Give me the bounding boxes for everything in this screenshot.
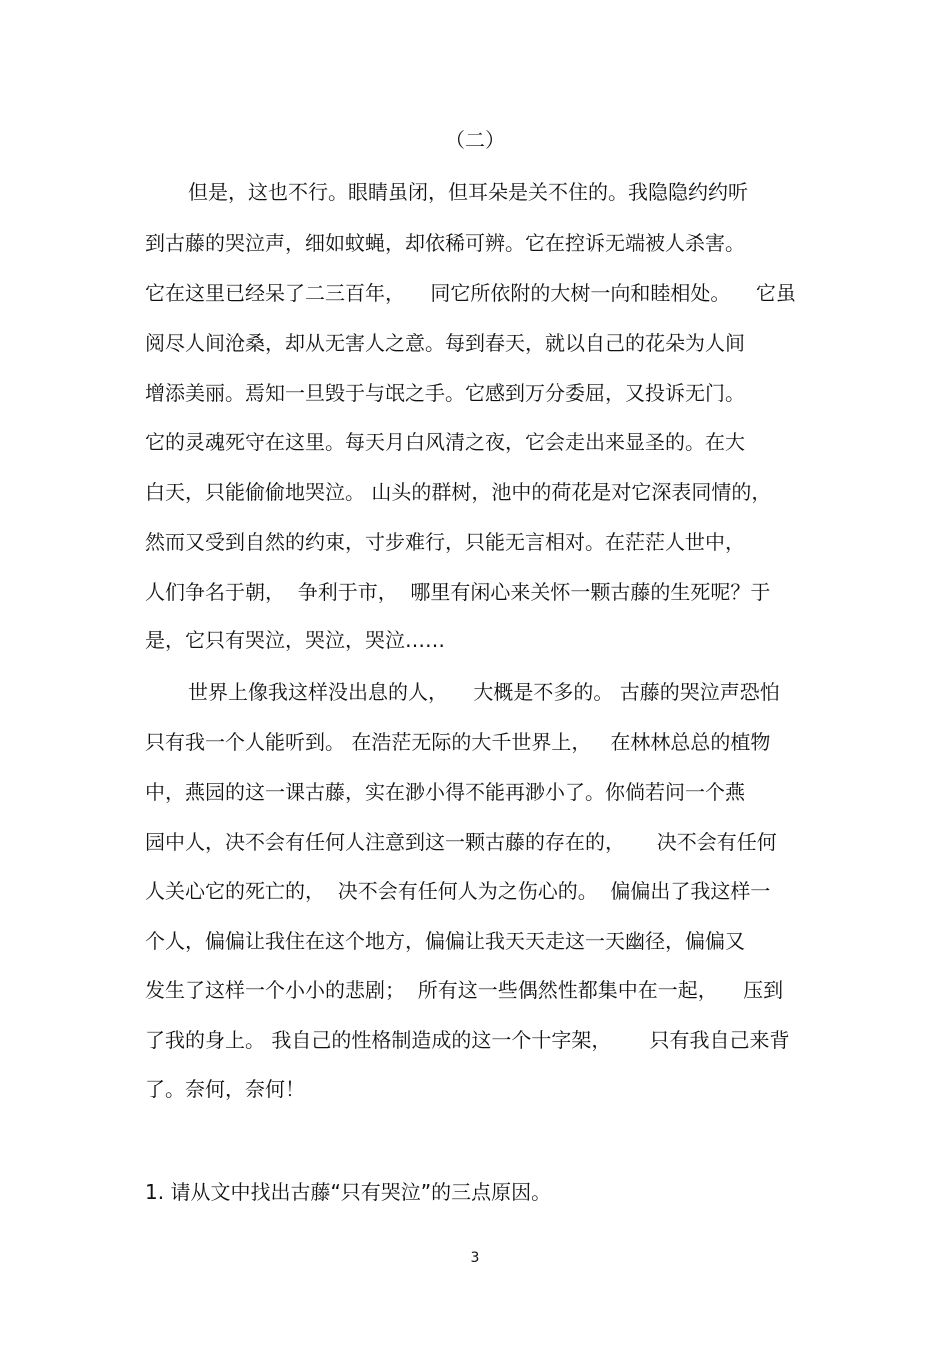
paragraph-line: 白天，只能偷偷地哭泣。 山头的群树，池中的荷花是对它深表同情的， [145,480,772,504]
paragraph-line: 但是，这也不行。眼睛虽闭，但耳朵是关不住的。我隐隐约约听 [188,180,748,204]
page-number: 3 [470,1250,480,1266]
paragraph-line: 是，它只有哭泣，哭泣，哭泣…… [145,628,445,652]
section-title: （二） [445,128,505,152]
paragraph-line: 个人，偏偏让我住在这个地方，偏偏让我天天走这一天幽径，偏偏又 [145,929,745,953]
paragraph-line: 世界上像我这样没出息的人， 大概是不多的。 古藤的哭泣声恐怕 [188,680,780,704]
paragraph-line: 然而又受到自然的约束，寸步难行，只能无言相对。在茫茫人世中， [145,530,745,554]
paragraph-line: 阅尽人间沧桑，却从无害人之意。每到春天，就以自己的花朵为人间 [145,331,745,355]
paragraph-line: 只有我一个人能听到。 在浩茫无际的大千世界上， 在林林总总的植物 [145,730,771,754]
paragraph-line: 了。奈何，奈何！ [145,1077,305,1101]
paragraph-line: 发生了这样一个小小的悲剧； 所有这一些偶然性都集中在一起， 压到 [145,978,784,1002]
paragraph-line: 园中人，决不会有任何人注意到这一颗古藤的存在的， 决不会有任何 [145,830,777,854]
paragraph-line: 人关心它的死亡的， 决不会有任何人为之伤心的。 偏偏出了我这样一 [145,879,771,903]
question-1: 1. 请从文中找出古藤“只有哭泣”的三点原因。 [145,1180,552,1204]
paragraph-line: 人们争名于朝， 争利于市， 哪里有闲心来关怀一颗古藤的生死呢？于 [145,580,771,604]
paragraph-line: 到古藤的哭泣声，细如蚊蝇，却依稀可辨。它在控诉无端被人杀害。 [145,231,745,255]
paragraph-line: 增添美丽。焉知一旦毁于与氓之手。它感到万分委屈，又投诉无门。 [145,381,745,405]
paragraph-line: 中，燕园的这一课古藤，实在渺小得不能再渺小了。你倘若问一个燕 [145,780,745,804]
paragraph-line: 它在这里已经呆了二三百年， 同它所依附的大树一向和睦相处。 它虽 [145,281,796,305]
paragraph-line: 了我的身上。 我自己的性格制造成的这一个十字架， 只有我自己来背 [145,1028,790,1052]
paragraph-line: 它的灵魂死守在这里。每天月白风清之夜，它会走出来显圣的。在大 [145,430,745,454]
